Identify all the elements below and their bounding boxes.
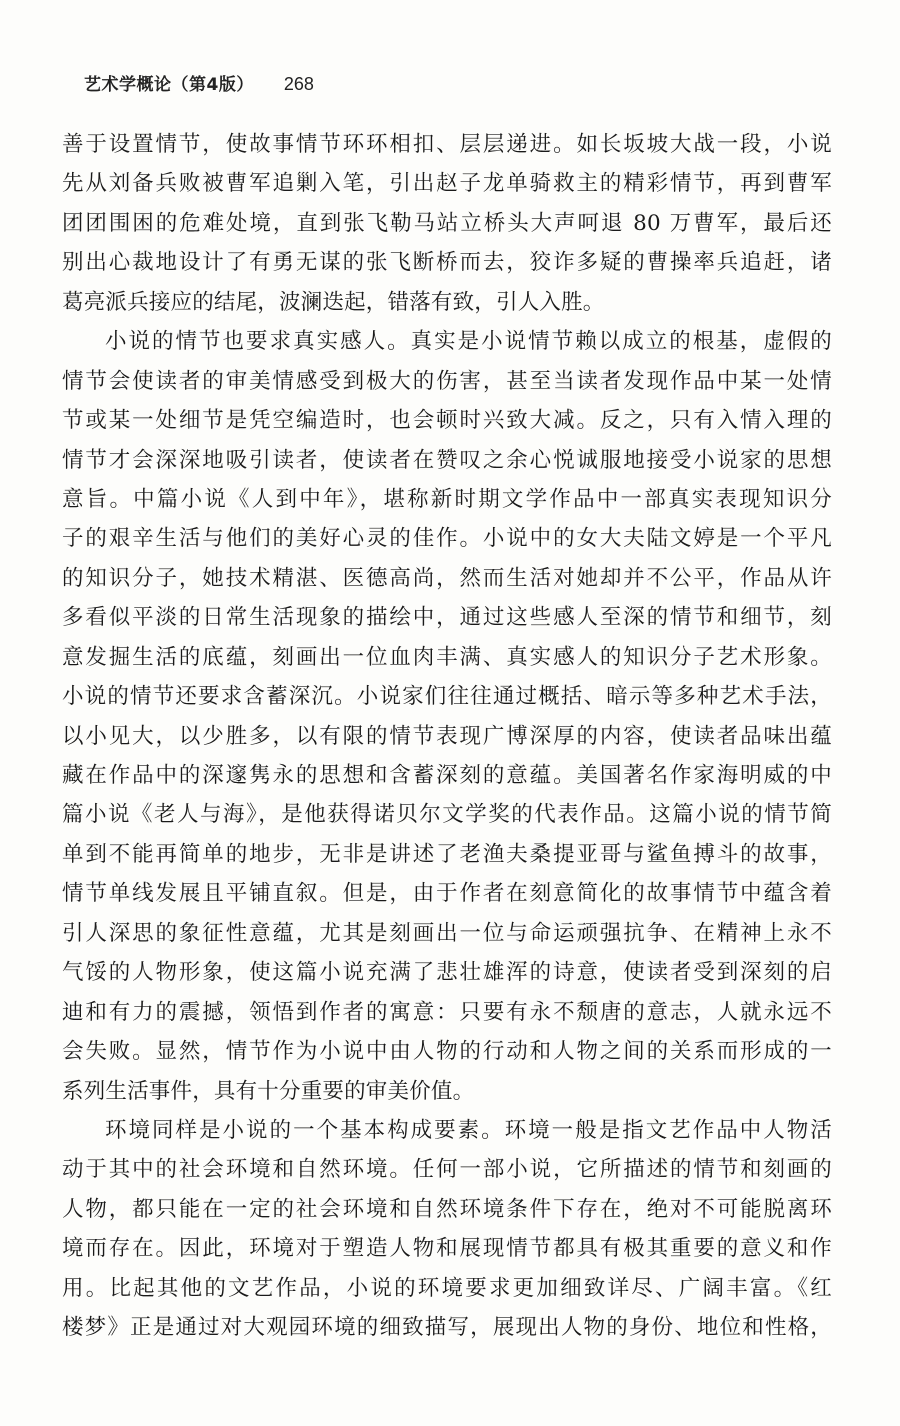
text-line: 会失败。显然，情节作为小说中由人物的行动和人物之间的关系而形成的一 xyxy=(62,1039,832,1065)
text-line: 系列生活事件，具有十分重要的审美价值。 xyxy=(62,1078,475,1104)
text-line: 用。比起其他的文艺作品，小说的环境要求更加细致详尽、广阔丰富。《红 xyxy=(62,1275,832,1301)
text-line: 动于其中的社会环境和自然环境。任何一部小说，它所描述的情节和刻画的 xyxy=(62,1157,832,1183)
text-line: 节或某一处细节是凭空编造时，也会顿时兴致大减。反之，只有入情入理的 xyxy=(62,408,832,434)
text-line: 小说的情节还要求含蓄深沉。小说家们往往通过概括、暗示等多种艺术手法， xyxy=(62,684,832,710)
text-line: 先从刘备兵败被曹军追剿入笔，引出赵子龙单骑救主的精彩情节，再到曹军 xyxy=(62,171,832,197)
text-line: 篇小说《老人与海》，是他获得诺贝尔文学奖的代表作品。这篇小说的情节简 xyxy=(62,802,832,828)
text-line: 单到不能再简单的地步，无非是讲述了老渔夫桑提亚哥与鲨鱼搏斗的故事， xyxy=(62,841,832,867)
text-line: 子的艰辛生活与他们的美好心灵的佳作。小说中的女大夫陆文婷是一个平凡 xyxy=(62,526,832,552)
text-line: 迪和有力的震撼，领悟到作者的寓意：只要有永不颓唐的意志，人就永远不 xyxy=(62,999,832,1025)
text-line: 情节会使读者的审美情感受到极大的伤害，甚至当读者发现作品中某一处情 xyxy=(62,368,832,394)
text-line: 以小见大，以少胜多，以有限的情节表现广博深厚的内容，使读者品味出蕴 xyxy=(62,723,832,749)
text-line: 环境同样是小说的一个基本构成要素。环境一般是指文艺作品中人物活 xyxy=(105,1117,832,1143)
text-line: 小说的情节也要求真实感人。真实是小说情节赖以成立的根基，虚假的 xyxy=(105,329,832,355)
body-text xyxy=(62,125,832,1348)
text-line: 多看似平淡的日常生活现象的描绘中，通过这些感人至深的情节和细节，刻 xyxy=(62,605,832,631)
text-line: 意旨。中篇小说《人到中年》，堪称新时期文学作品中一部真实表现知识分 xyxy=(62,486,832,512)
text-line: 人物，都只能在一定的社会环境和自然环境条件下存在，绝对不可能脱离环 xyxy=(62,1196,832,1222)
text-line: 团团围困的危难处境，直到张飞勒马站立桥头大声呵退 80 万曹军，最后还 xyxy=(62,210,832,236)
text-line: 意发掘生活的底蕴，刻画出一位血肉丰满、真实感人的知识分子艺术形象。 xyxy=(62,644,832,670)
text-line: 气馁的人物形象，使这篇小说充满了悲壮雄浑的诗意，使读者受到深刻的启 xyxy=(62,960,832,986)
text-line: 善于设置情节，使故事情节环环相扣、层层递进。如长坂坡大战一段，小说 xyxy=(62,132,832,157)
text-line: 情节单线发展且平铺直叙。但是，由于作者在刻意简化的故事情节中蕴含着 xyxy=(62,881,832,907)
text-line: 别出心裁地设计了有勇无谋的张飞断桥而去，狡诈多疑的曹操率兵追赶，诸 xyxy=(62,250,832,276)
text-line: 藏在作品中的深邃隽永的思想和含蓄深刻的意蕴。美国著名作家海明威的中 xyxy=(62,763,832,788)
text-line: 引人深思的象征性意蕴，尤其是刻画出一位与命运顽强抗争、在精神上永不 xyxy=(62,920,832,946)
book-title: 艺术学概论（第4版） xyxy=(84,75,254,95)
running-head xyxy=(84,70,314,98)
page-number: 268 xyxy=(283,74,314,94)
text-line: 情节才会深深地吸引读者，使读者在赞叹之余心悦诚服地接受小说家的思想 xyxy=(62,447,832,473)
text-line: 葛亮派兵接应的结尾，波澜迭起，错落有致，引人入胜。 xyxy=(62,289,605,315)
text-line: 境而存在。因此，环境对于塑造人物和展现情节都具有极其重要的意义和作 xyxy=(62,1236,832,1262)
text-line: 的知识分子，她技术精湛、医德高尚，然而生活对她却并不公平，作品从许 xyxy=(62,565,832,591)
text-line: 楼梦》正是通过对大观园环境的细致描写，展现出人物的身份、地位和性格， xyxy=(62,1315,832,1341)
